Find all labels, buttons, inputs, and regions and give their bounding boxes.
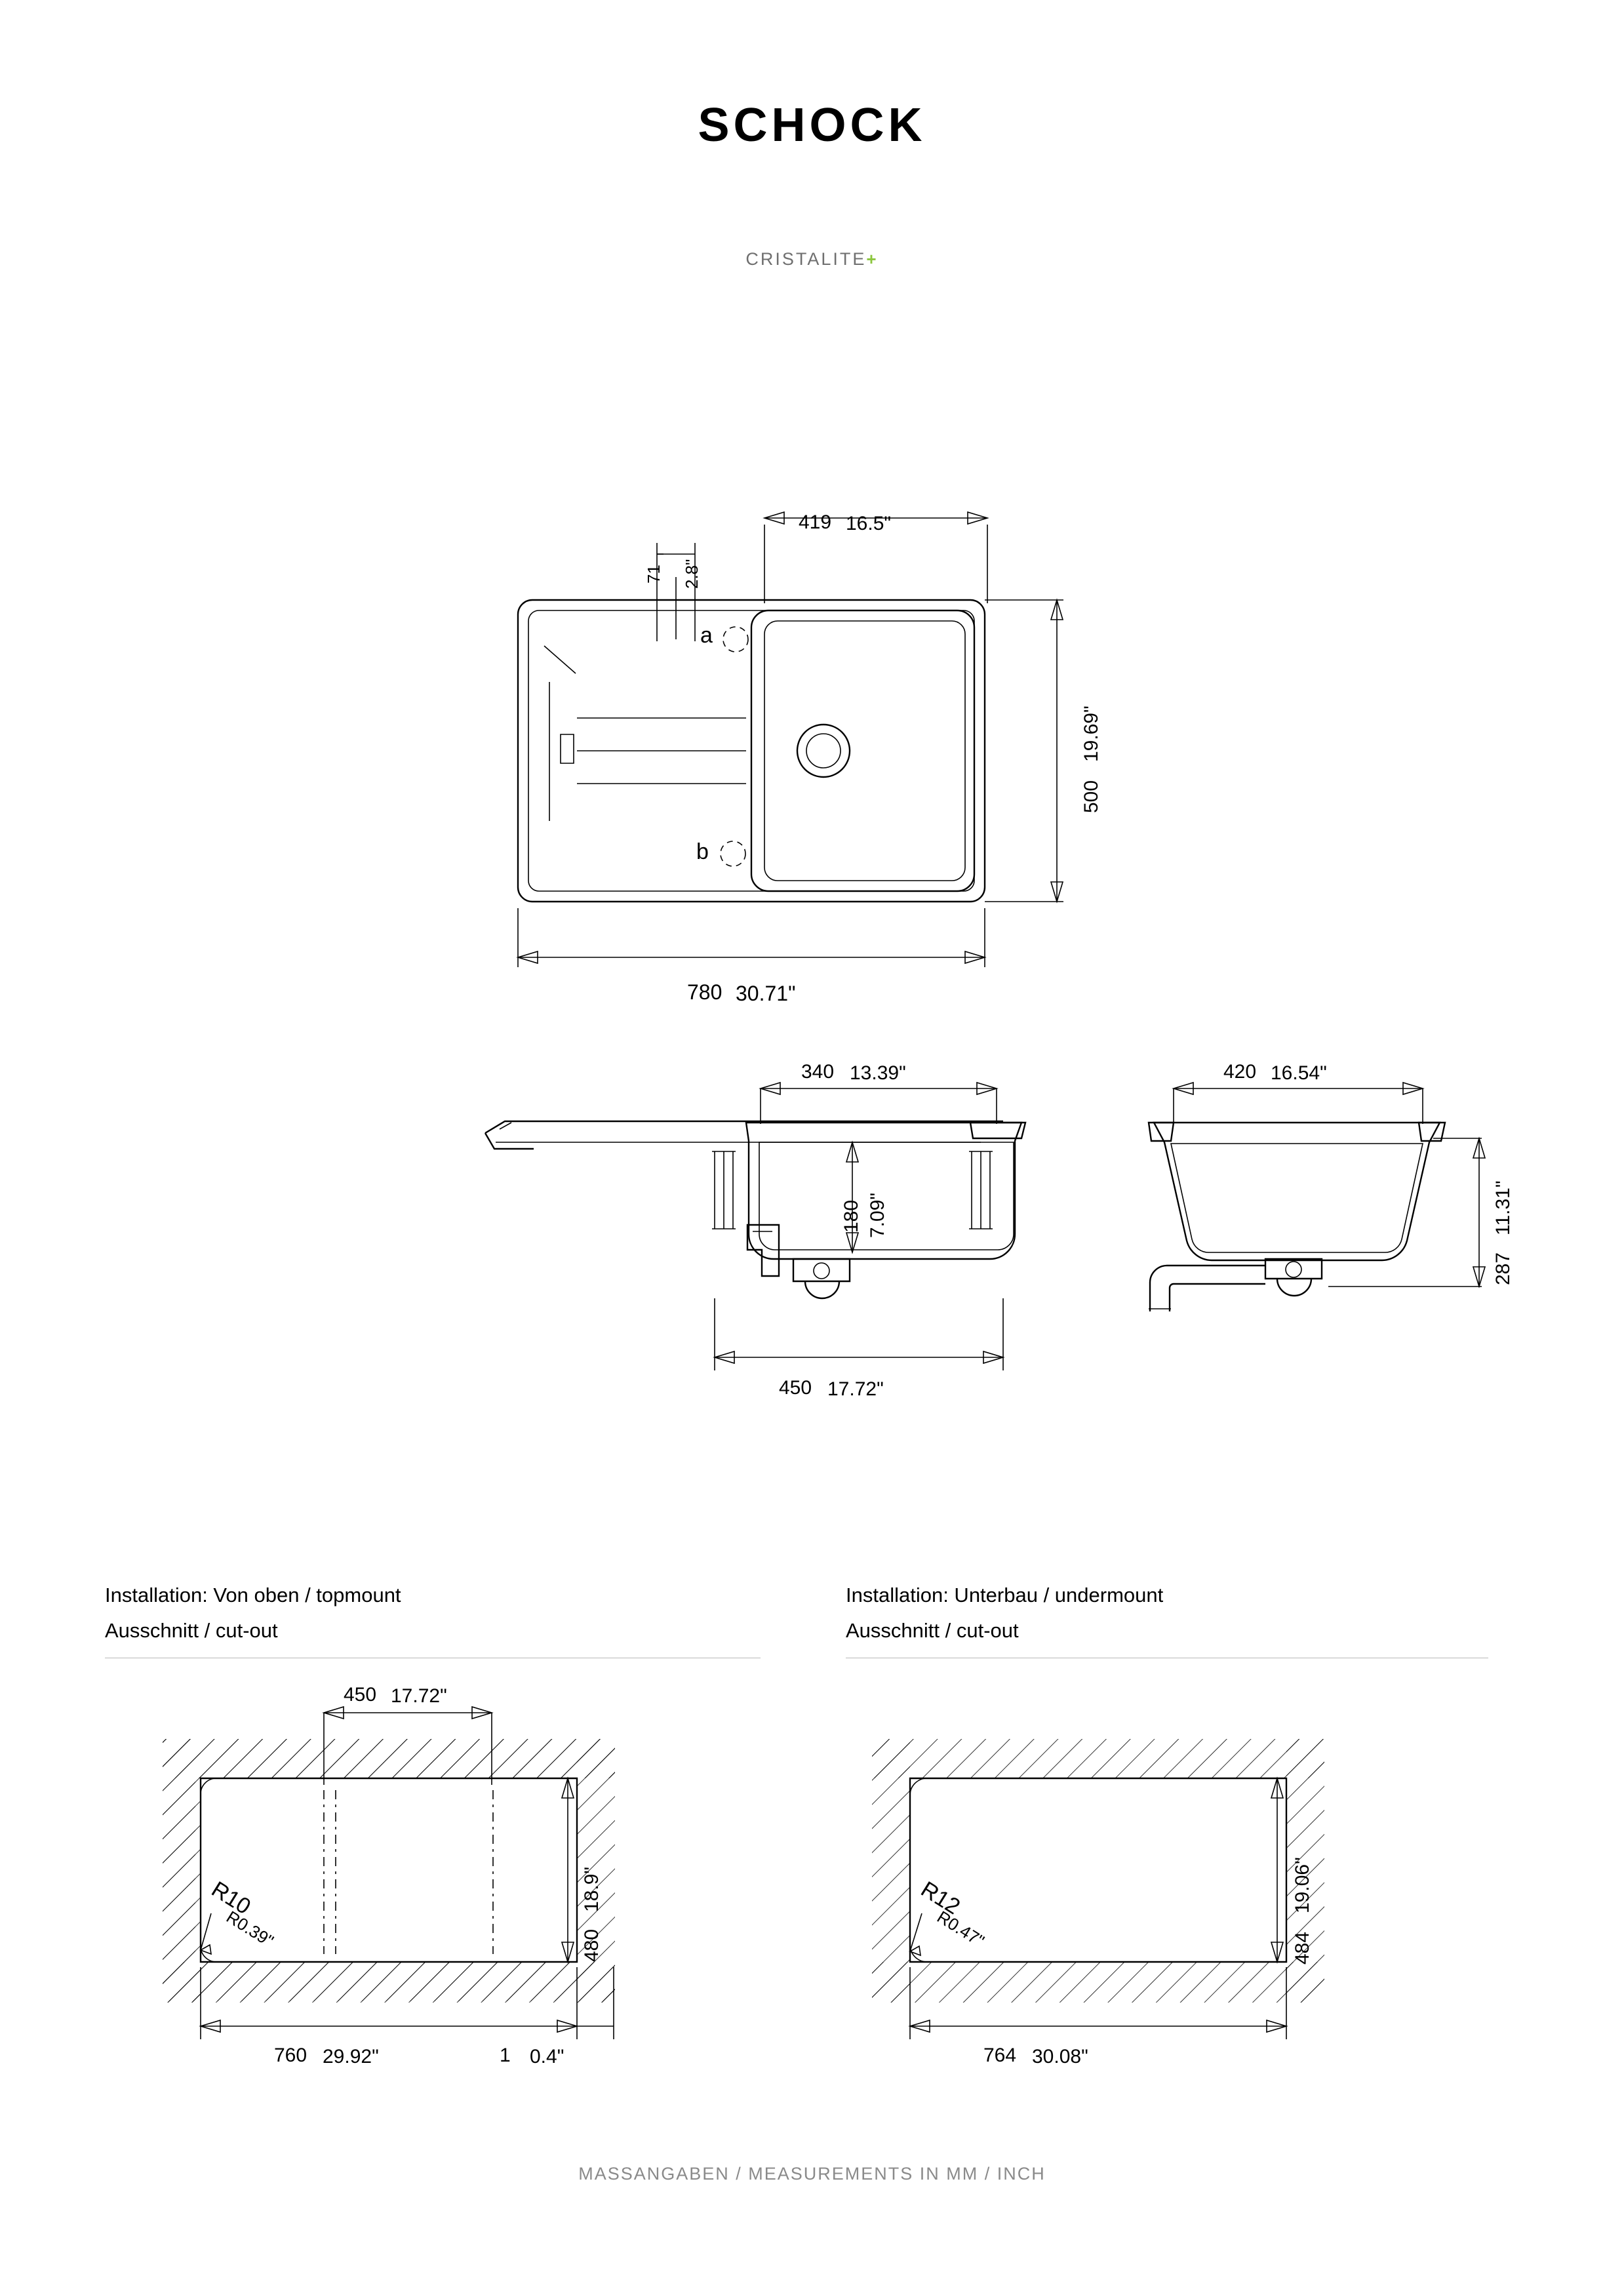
topmount-dim-450-in: 17.72" bbox=[391, 1685, 447, 1707]
topmount-dim-760-mm: 760 bbox=[274, 2045, 307, 2066]
sideview-dim-340-in: 13.39" bbox=[850, 1062, 906, 1084]
frontview-dim-420-mm: 420 bbox=[1223, 1061, 1257, 1083]
material-plus-icon: + bbox=[866, 249, 879, 269]
topmount-radius-mm: R10 bbox=[207, 1877, 255, 1920]
sideview-dim-180-in: 7.09" bbox=[867, 1192, 888, 1238]
undermount-dim-764-mm: 764 bbox=[983, 2045, 1017, 2066]
topmount-dim-1-mm: 1 bbox=[500, 2045, 511, 2066]
topview-dim-500-mm: 500 bbox=[1080, 780, 1102, 813]
topview-dim-500-in: 19.69" bbox=[1080, 706, 1102, 762]
topview-dim-780-mm: 780 bbox=[687, 980, 723, 1004]
topmount-title-line2: Ausschnitt / cut-out bbox=[105, 1619, 278, 1642]
topmount-dim-760-in: 29.92" bbox=[323, 2046, 379, 2067]
undermount-radius-in: R0.47" bbox=[934, 1907, 988, 1951]
topmount-radius-in: R0.39" bbox=[223, 1907, 277, 1951]
undermount-dim-764-in: 30.08" bbox=[1032, 2046, 1088, 2067]
topview-label-a: a bbox=[700, 623, 713, 648]
sideview-dim-340-mm: 340 bbox=[801, 1061, 835, 1083]
topview-dim-71-in: 2.8" bbox=[682, 559, 702, 589]
material-label: CRISTALITE bbox=[745, 249, 867, 269]
topmount-dim-450-mm: 450 bbox=[344, 1684, 377, 1706]
frontview-dim-287-in: 11.31" bbox=[1492, 1180, 1514, 1235]
undermount-title-line2: Ausschnitt / cut-out bbox=[846, 1619, 1019, 1642]
brand-logo: SCHOCK bbox=[698, 99, 926, 151]
undermount-title-line1: Installation: Unterbau / undermount bbox=[846, 1584, 1164, 1606]
sideview-dim-180-mm: 180 bbox=[841, 1199, 862, 1233]
sideview-dim-450-in: 17.72" bbox=[827, 1378, 884, 1400]
undermount-dim-484-in: 19.06" bbox=[1292, 1857, 1313, 1913]
frontview-dim-420-in: 16.54" bbox=[1271, 1062, 1327, 1084]
topview-dim-71-mm: 71 bbox=[644, 565, 663, 584]
topview-dim-419-in: 16.5" bbox=[846, 513, 892, 534]
frontview-dim-287-mm: 287 bbox=[1492, 1252, 1514, 1285]
topmount-dim-480-mm: 480 bbox=[581, 1928, 603, 1962]
topmount-dim-480-in: 18.9" bbox=[581, 1866, 603, 1912]
undermount-dim-484-mm: 484 bbox=[1292, 1931, 1313, 1965]
topmount-dim-1-in: 0.4" bbox=[530, 2046, 564, 2067]
topmount-title-line1: Installation: Von oben / topmount bbox=[105, 1584, 401, 1606]
measurements-note: MASSANGABEN / MEASUREMENTS IN MM / INCH bbox=[578, 2164, 1046, 2184]
topview-dim-780-in: 30.71" bbox=[736, 982, 796, 1005]
topview-dim-419-mm: 419 bbox=[799, 511, 832, 533]
topview-label-b: b bbox=[696, 839, 709, 864]
undermount-radius-mm: R12 bbox=[916, 1877, 964, 1920]
sideview-dim-450-mm: 450 bbox=[779, 1377, 812, 1399]
